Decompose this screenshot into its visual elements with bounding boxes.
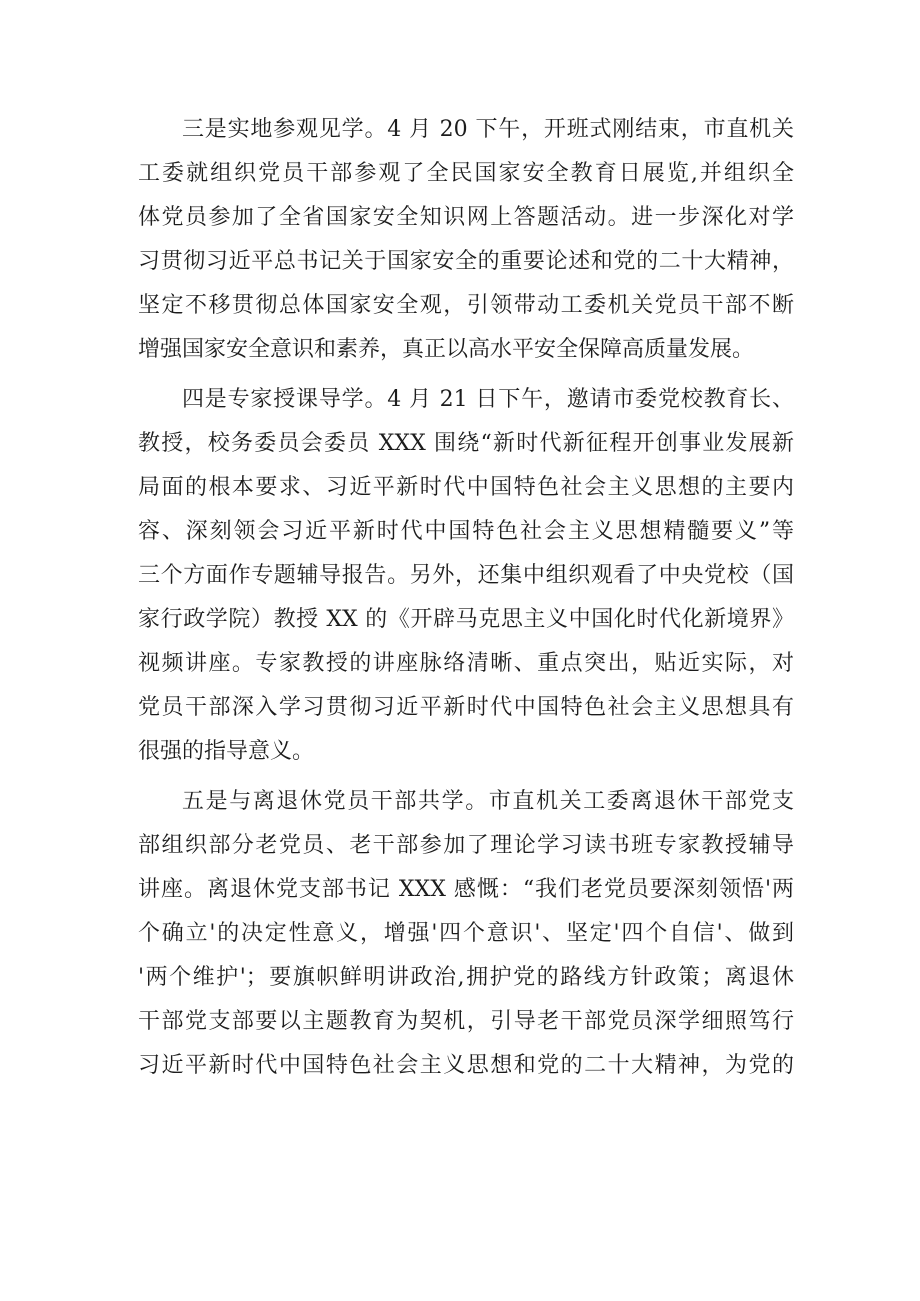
text-line: 个确立'的决定性意义，增强'四个意识'、坚定'四个自信'、做到 [138,921,794,946]
text-line: 讲座。离退休党支部书记 XXX 感慨：“我们老党员要深刻领悟'两 [138,877,794,902]
text-line: 局面的根本要求、习近平新时代中国特色社会主义思想的主要内 [138,475,794,500]
document-body [138,108,794,1094]
text-line: 教授，校务委员会委员 XXX 围绕“新时代新征程开创事业发展新 [138,431,794,456]
text-line: 三个方面作专题辅导报告。另外，还集中组织观看了中央党校（国 [138,563,794,588]
text-line: '两个维护'；要旗帜鲜明讲政治,拥护党的路线方针政策；离退休 [138,965,794,990]
text-line: 容、深刻领会习近平新时代中国特色社会主义思想精髓要义”等 [138,519,794,544]
text-line: 很强的指导意义。 [138,739,315,764]
paragraph-site-visit [138,108,794,372]
paragraph-expert-lecture [138,378,794,774]
text-line: 体党员参加了全省国家安全知识网上答题活动。进一步深化对学 [138,205,794,230]
text-line: 增强国家安全意识和素养，真正以高水平安全保障高质量发展。 [138,337,755,362]
text-line: 五是与离退休党员干部共学。市直机关工委离退休干部党支 [182,789,794,814]
text-line: 工委就组织党员干部参观了全民国家安全教育日展览,并组织全 [138,161,794,186]
text-line: 习贯彻习近平总书记关于国家安全的重要论述和党的二十大精神， [138,249,794,274]
text-line: 部组织部分老党员、老干部参加了理论学习读书班专家教授辅导 [138,833,794,858]
paragraph-retired-cadres [138,780,794,1088]
text-line: 四是专家授课导学。4 月 21 日下午，邀请市委党校教育长、 [182,387,794,412]
text-line: 坚定不移贯彻总体国家安全观，引领带动工委机关党员干部不断 [138,293,794,318]
text-line: 家行政学院）教授 XX 的《开辟马克思主义中国化时代化新境界》 [138,607,794,632]
text-line: 党员干部深入学习贯彻习近平新时代中国特色社会主义思想具有 [138,695,794,720]
text-line: 干部党支部要以主题教育为契机，引导老干部党员深学细照笃行 [138,1009,794,1034]
text-line: 习近平新时代中国特色社会主义思想和党的二十大精神，为党的 [138,1053,794,1078]
text-line: 视频讲座。专家教授的讲座脉络清晰、重点突出，贴近实际，对 [138,651,794,676]
text-line: 三是实地参观见学。4 月 20 下午，开班式刚结束，市直机关 [182,117,794,142]
